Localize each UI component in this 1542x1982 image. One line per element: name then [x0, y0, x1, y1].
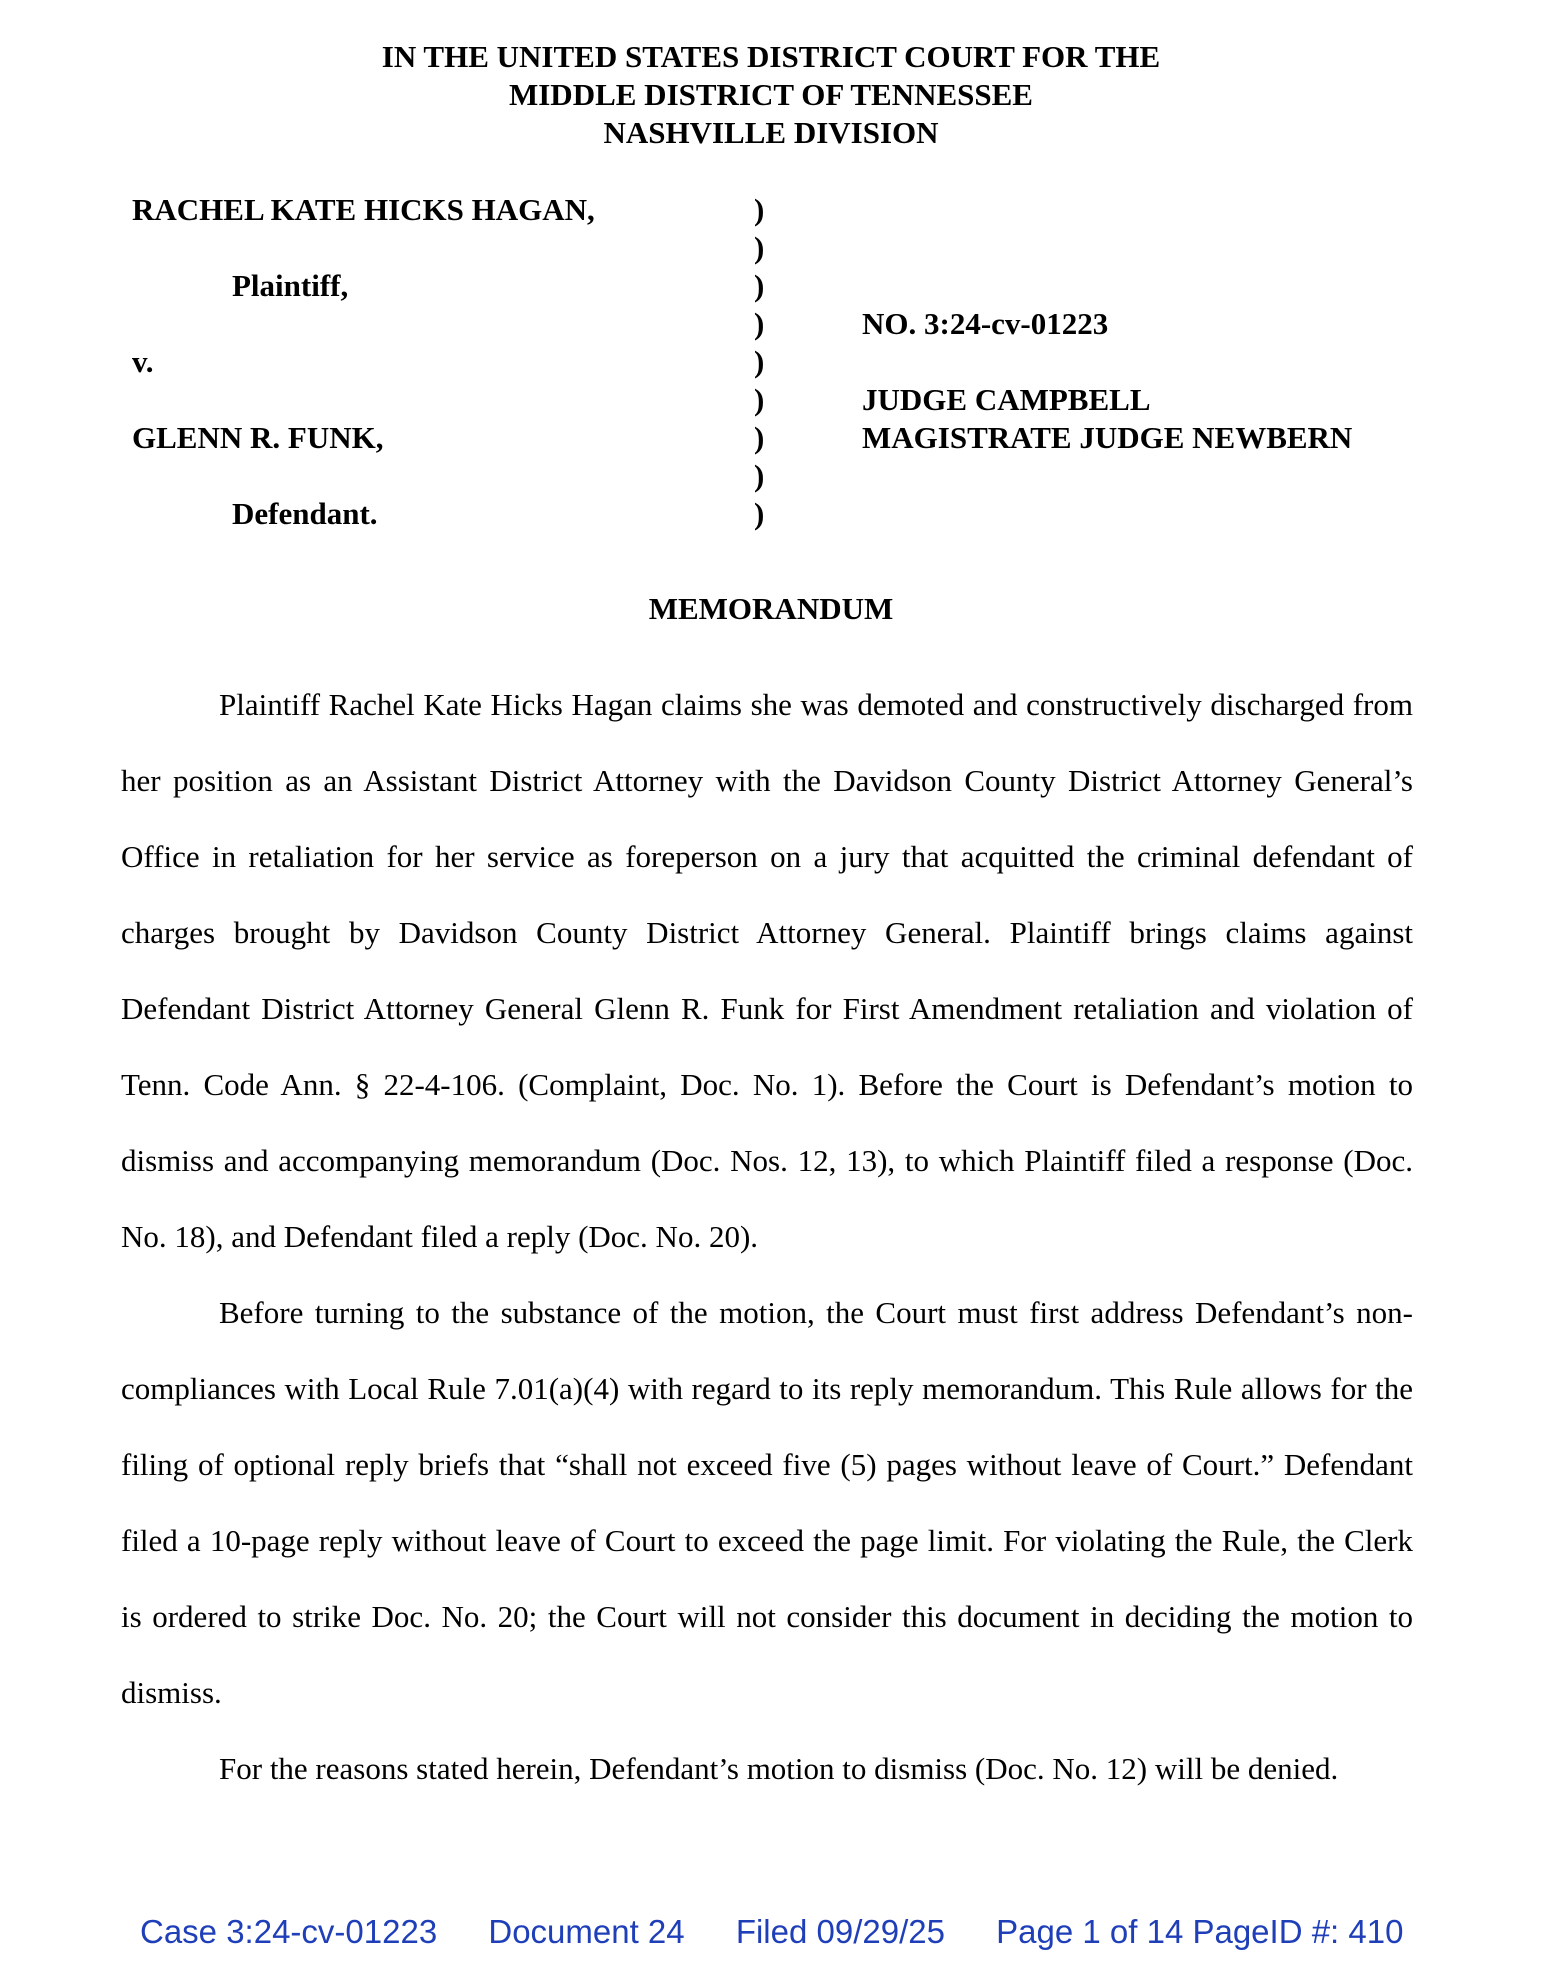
case-number: NO. 3:24-cv-01223: [862, 306, 1109, 341]
caption-paren: ): [754, 458, 765, 493]
defendant-name: GLENN R. FUNK,: [132, 420, 384, 455]
caption-paren: ): [754, 344, 765, 379]
caption-paren: ): [754, 382, 765, 417]
court-header-line-2: MIDDLE DISTRICT OF TENNESSEE: [508, 77, 1033, 112]
caption-paren: ): [754, 192, 765, 227]
plaintiff-name: RACHEL KATE HICKS HAGAN,: [132, 192, 595, 227]
caption-parentheses: [754, 191, 774, 533]
caption-paren: ): [754, 306, 765, 341]
caption-paren: ): [754, 230, 765, 265]
caption-paren: ): [754, 268, 765, 303]
caption-paren: ): [754, 420, 765, 455]
footer-filed: Filed 09/29/25: [735, 1913, 945, 1950]
court-header: [0, 38, 1542, 152]
footer-case: Case 3:24-cv-01223: [140, 1913, 438, 1950]
court-header-line-1: IN THE UNITED STATES DISTRICT COURT FOR THE: [381, 39, 1161, 74]
document-title-block: [0, 590, 1542, 628]
judge: JUDGE CAMPBELL: [862, 382, 1151, 417]
plaintiff-role: Plaintiff,: [232, 268, 349, 303]
defendant-role: Defendant.: [232, 496, 378, 531]
body-paragraph: For the reasons stated herein, Defendant’s motion to dismiss (Doc. No. 12) will be denied.: [219, 1751, 1339, 1786]
filing-footer: [140, 1912, 1440, 1952]
case-caption-parties: [132, 191, 692, 533]
body-paragraph: Before turning to the substance of the motion, the Court must first address Defendant’s non-compliances with Local Rule 7.01(a)(4) with regard to its reply memorandum. This Rule allows for the filing of optional reply briefs that “shall not exceed five (5) pages without leave of Court.” Defendant filed a 10-page reply without leave of Court to exceed the page limit. For violating the Rule, the Clerk is ordered to strike Doc. No. 20; the Court will not consider this document in deciding the motion to dismiss.: [121, 1295, 1413, 1710]
versus: v.: [132, 344, 154, 379]
magistrate-judge: MAGISTRATE JUDGE NEWBERN: [862, 420, 1353, 455]
court-header-line-3: NASHVILLE DIVISION: [603, 115, 939, 150]
memorandum-body: [121, 667, 1413, 1807]
document-title: MEMORANDUM: [648, 591, 894, 626]
body-paragraph: Plaintiff Rachel Kate Hicks Hagan claims she was demoted and constructively discharged from her position as an Assistant District Attorney with the Davidson County District Attorney General’s Office in retaliation for her service as foreperson on a jury that acquitted the criminal defendant of charges brought by Davidson County District Attorney General. Plaintiff brings claims against Defendant District Attorney General Glenn R. Funk for First Amendment retaliation and violation of Tenn. Code Ann. § 22-4-106. (Complaint, Doc. No. 1). Before the Court is Defendant’s motion to dismiss and accompanying memorandum (Doc. Nos. 12, 13), to which Plaintiff filed a response (Doc. No. 18), and Defendant filed a reply (Doc. No. 20).: [121, 687, 1413, 1254]
footer-page: Page 1 of 14 PageID #: 410: [996, 1913, 1404, 1950]
case-caption-details: [862, 305, 1482, 457]
caption-paren: ): [754, 496, 765, 531]
footer-document: Document 24: [488, 1913, 685, 1950]
